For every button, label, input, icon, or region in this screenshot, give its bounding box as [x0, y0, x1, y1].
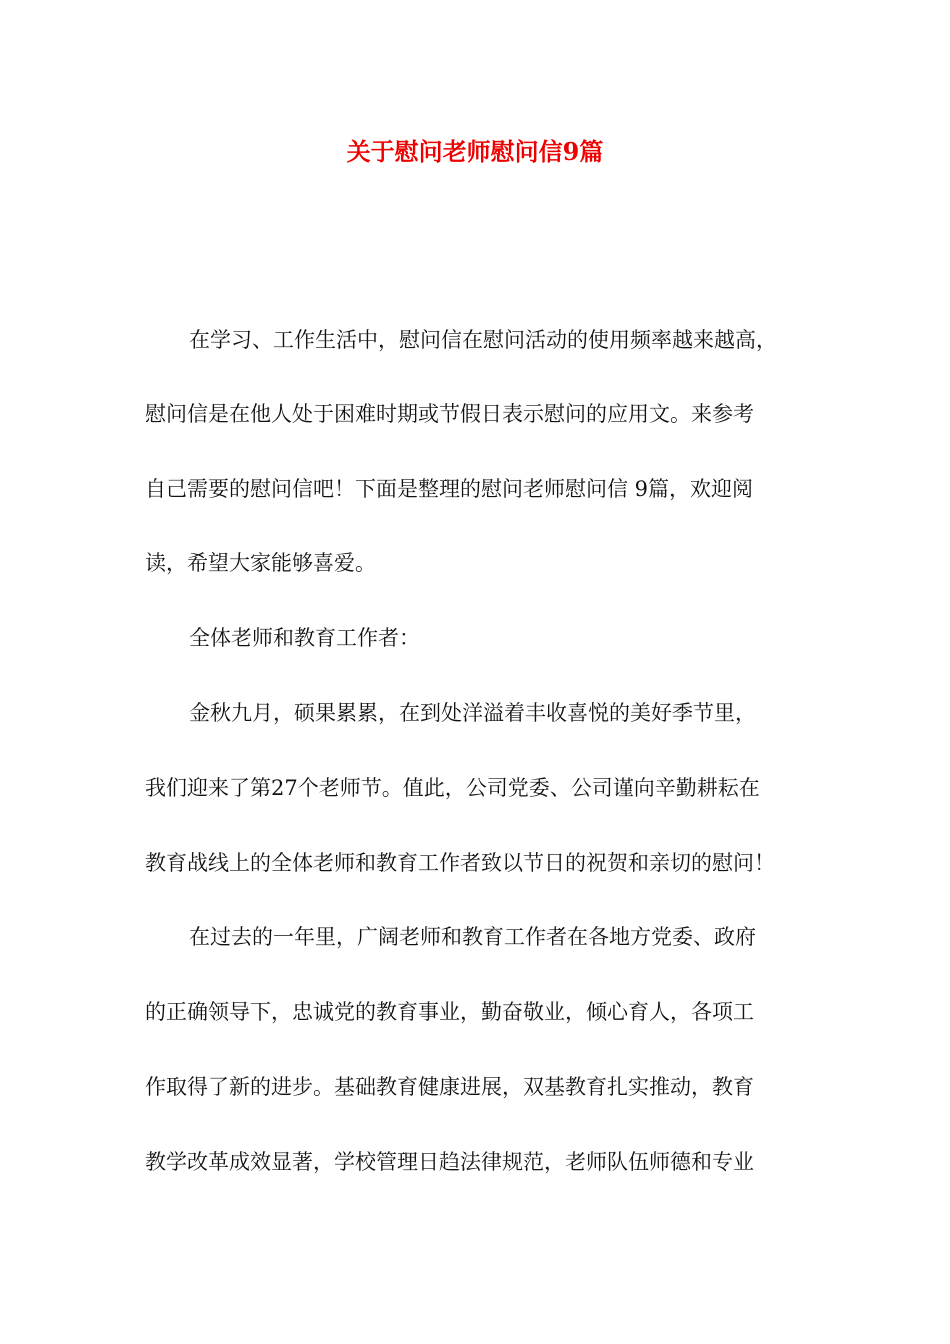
body-line-1: 在学习、工作生活中，慰问信在慰问活动的使用频率越来越高，	[189, 328, 777, 352]
body-line-4: 读，希望大家能够喜爱。	[145, 551, 376, 575]
body-line-8: 教育战线上的全体老师和教育工作者致以节日的祝贺和亲切的慰问！	[145, 851, 775, 875]
body-line-6: 金秋九月，硕果累累，在到处洋溢着丰收喜悦的美好季节里，	[189, 701, 756, 725]
body-line-3: 自己需要的慰问信吧！下面是整理的慰问老师慰问信 9篇，欢迎阅	[145, 477, 754, 501]
salutation-line: 全体老师和教育工作者：	[189, 626, 420, 650]
body-line-7: 我们迎来了第27个老师节。值此，公司党委、公司谨向辛勤耕耘在	[145, 776, 760, 800]
body-line-11: 作取得了新的进步。基础教育健康进展，双基教育扎实推动，教育	[145, 1075, 754, 1099]
body-line-9: 在过去的一年里，广阔老师和教育工作者在各地方党委、政府	[189, 925, 756, 949]
body-line-2: 慰问信是在他人处于困难时期或节假日表示慰问的应用文。来参考	[145, 402, 754, 426]
body-line-12: 教学改革成效显著，学校管理日趋法律规范，老师队伍师德和专业	[145, 1150, 754, 1174]
document-title: 关于慰问老师慰问信9篇	[346, 137, 604, 166]
body-line-10: 的正确领导下，忠诚党的教育事业，勤奋敬业，倾心育人，各项工	[145, 1000, 754, 1024]
